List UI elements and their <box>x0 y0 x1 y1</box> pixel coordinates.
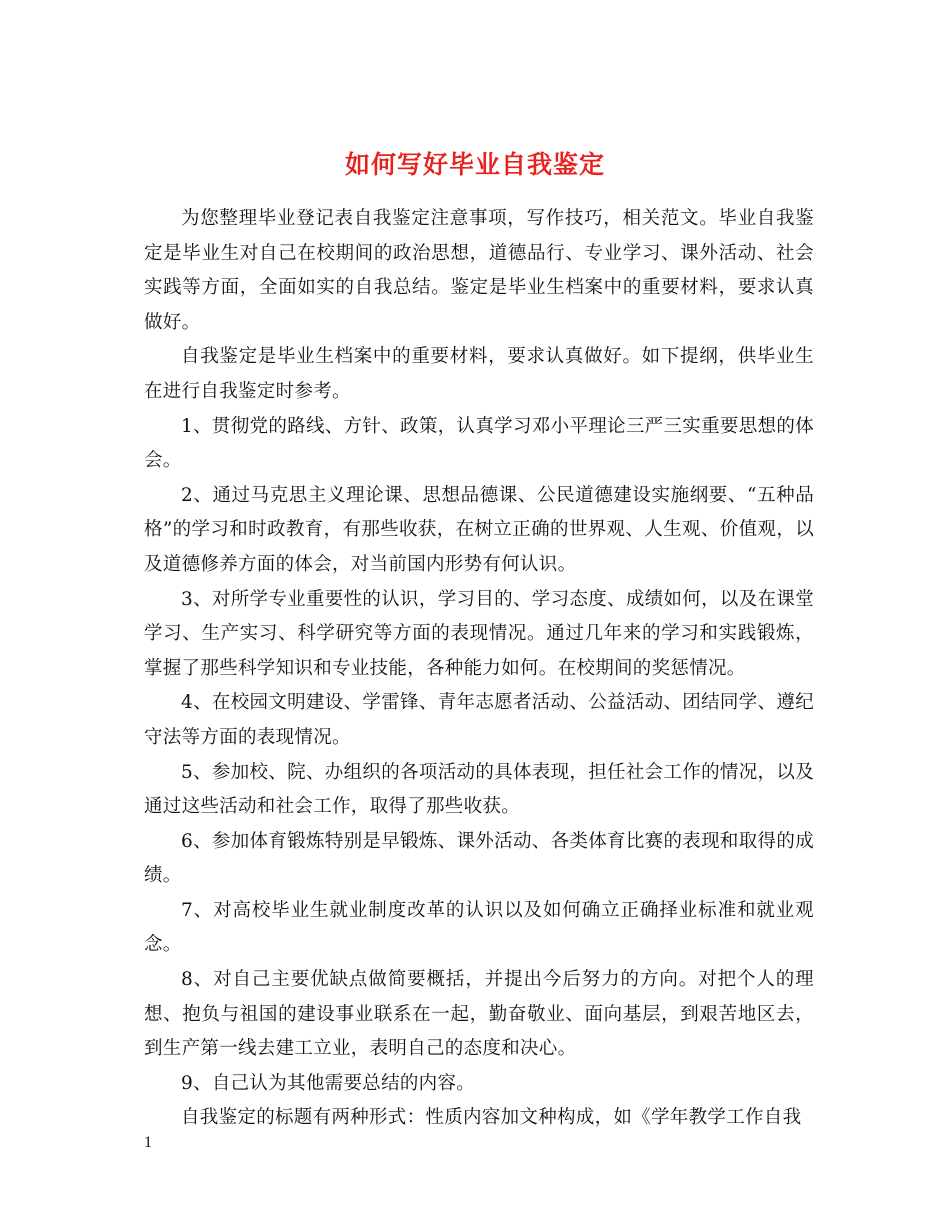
paragraph: 8、对自己主要优缺点做简要概括，并提出今后努力的方向。对把个人的理想、抱负与祖国的建设事业联系在一起，勤奋敬业、面向基层，到艰苦地区去，到生产第一线去建工立业，表明自己的态度和决心。 <box>144 969 814 1060</box>
paragraph: 7、对高校毕业生就业制度改革的认识以及如何确立正确择业标准和就业观念。 <box>144 899 814 956</box>
paragraph: 6、参加体育锻炼特别是早锻炼、课外活动、各类体育比赛的表现和取得的成绩。 <box>144 830 814 887</box>
document-body <box>144 202 814 1136</box>
paragraph: 9、自己认为其他需要总结的内容。 <box>181 1072 476 1094</box>
paragraph: 自我鉴定的标题有两种形式：性质内容加文种构成，如《学年教学工作自我 <box>181 1107 802 1129</box>
paragraph: 5、参加校、院、办组织的各项活动的具体表现，担任社会工作的情况，以及通过这些活动和社会工作，取得了那些收获。 <box>144 761 814 818</box>
paragraph: 1、贯彻党的路线、方针、政策，认真学习邓小平理论三严三实重要思想的体会。 <box>144 415 814 472</box>
page-number: 1 <box>144 1134 152 1151</box>
paragraph: 自我鉴定是毕业生档案中的重要材料，要求认真做好。如下提纲，供毕业生在进行自我鉴定时参考。 <box>144 346 814 402</box>
paragraph: 为您整理毕业登记表自我鉴定注意事项，写作技巧，相关范文。毕业自我鉴定是毕业生对自己在校期间的政治思想，道德品行、专业学习、课外活动、社会实践等方面，全面如实的自我总结。鉴定是毕业生档案中的重要材料，要求认真做好。 <box>144 208 814 333</box>
paragraph: 2、通过马克思主义理论课、思想品德课、公民道德建设实施纲要、“五种品格”的学习和时政教育，有那些收获，在树立正确的世界观、人生观、价值观，以及道德修养方面的体会，对当前国内形势有何认识。 <box>144 484 814 575</box>
paragraph: 3、对所学专业重要性的认识，学习目的、学习态度、成绩如何，以及在课堂学习、生产实习、科学研究等方面的表现情况。通过几年来的学习和实践锻炼，掌握了那些科学知识和专业技能，各种能力如何。在校期间的奖惩情况。 <box>144 588 814 679</box>
page-title: 如何写好毕业自我鉴定 <box>344 149 605 179</box>
paragraph: 4、在校园文明建设、学雷锋、青年志愿者活动、公益活动、团结同学、遵纪守法等方面的表现情况。 <box>144 692 814 748</box>
